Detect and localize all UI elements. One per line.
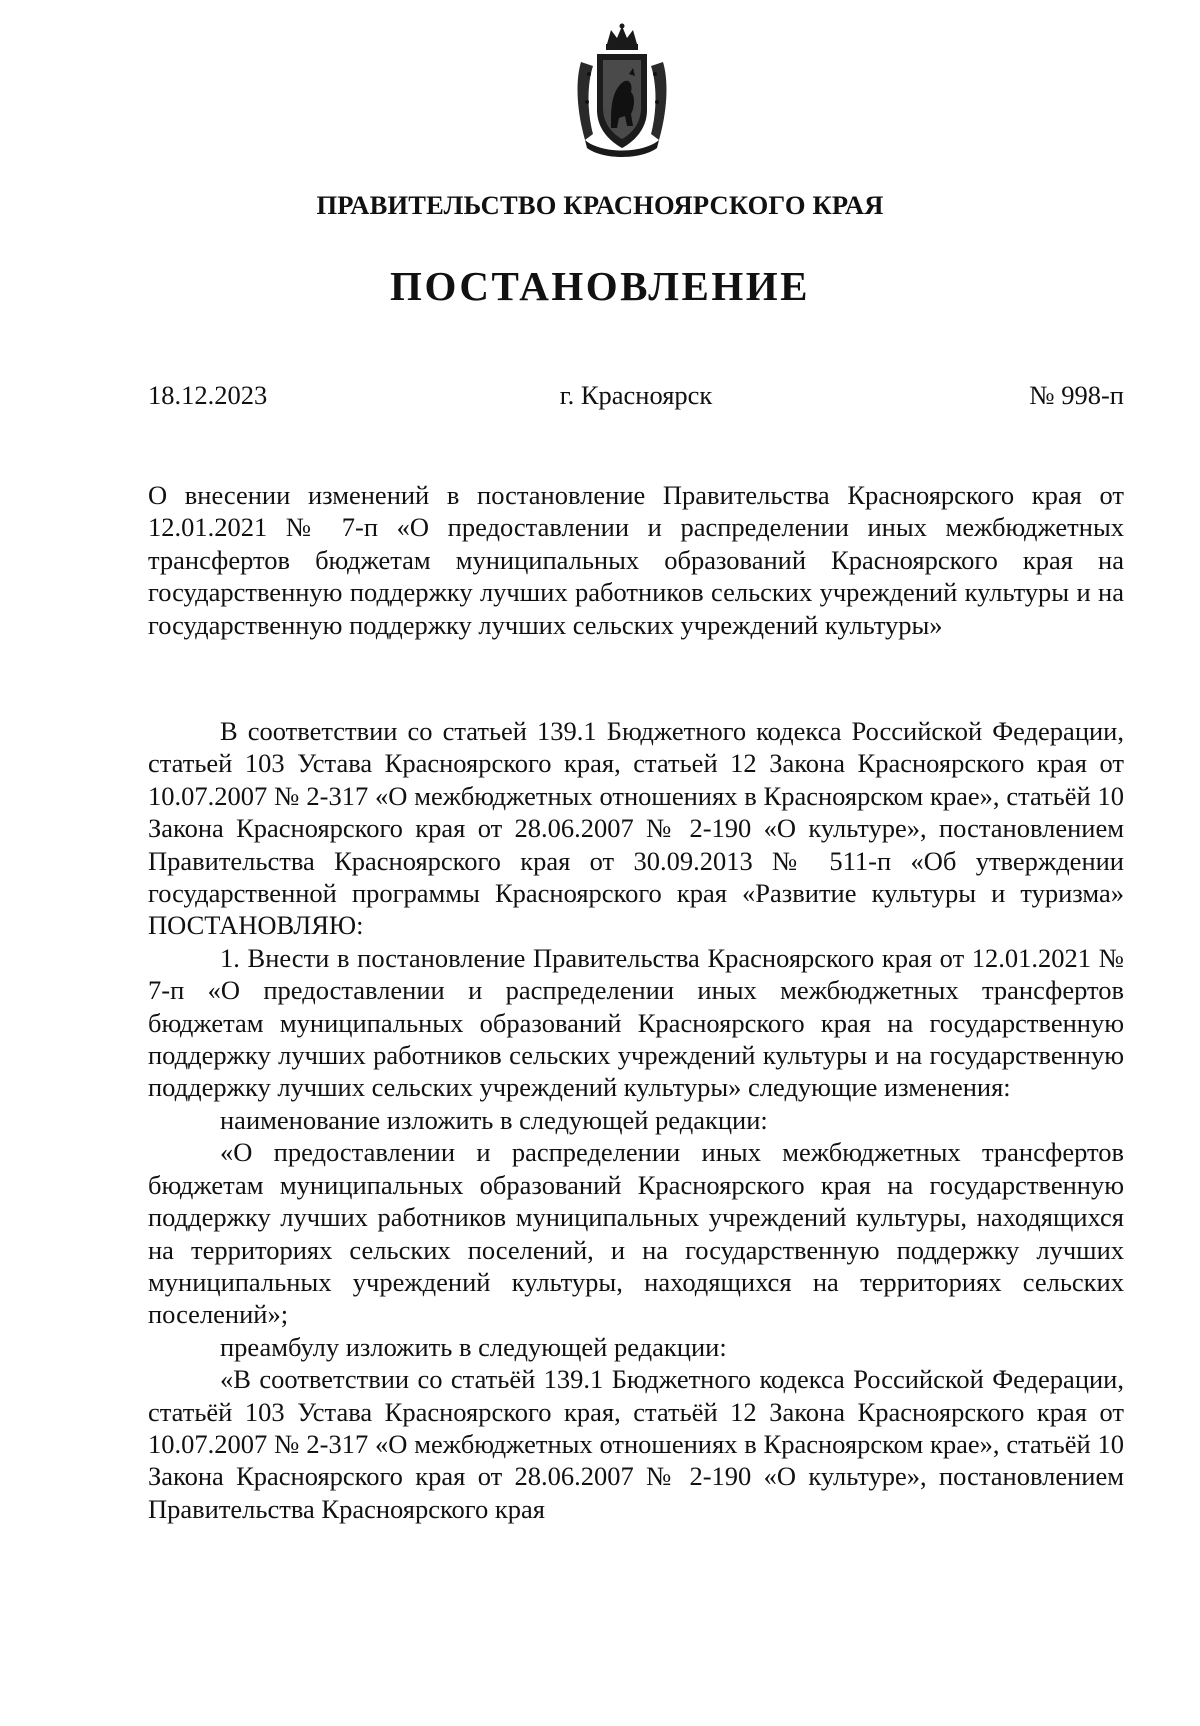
preamble-paragraph: В соответствии со статьей 139.1 Бюджетного кодекса Российской Федерации, статьей 103 Устава Красноярского края, статьей 12 Закона Красноярского края от 10.07.2007 № 2-317 «О межбюджетных отношениях в Красноярском крае», статьёй 10 Закона Красноярского края от 28.06.2007 № 2-190 «О культуре», постановлением Правительства Красноярского края от 30.09.2013 № 511-п «Об утверждении государственной программы Красноярского края «Развитие культуры и туризма» ПОСТАНОВЛЯЮ:	[148, 716, 1124, 941]
document-meta-row	[148, 380, 1124, 416]
preamble-change-intro: преамбулу изложить в следующей редакции:	[220, 1331, 727, 1362]
document-subject: О внесении изменений в постановление Правительства Красноярского края от 12.01.2021 № 7-п «О предоставлении и распределении иных межбюджетных трансфертов бюджетам муниципальных образований Красноярского края на государственную поддержку лучших работников сельских учреждений культуры и на государственную поддержку лучших сельских учреждений культуры»	[148, 480, 1124, 640]
title-change-intro: наименование изложить в следующей редакции:	[220, 1104, 768, 1135]
new-title-text: «О предоставлении и распределении иных межбюджетных трансфертов бюджетам муниципальных образований Красноярского края на государственную поддержку лучших работников муниципальных учреждений культуры, находящихся на территориях сельских поселений, и на государственную поддержку лучших муниципальных учреждений культуры, находящихся на территориях сельских поселений»;	[148, 1137, 1124, 1330]
document-body	[148, 715, 1124, 1525]
document-type-title: ПОСТАНОВЛЕНИЕ	[390, 263, 810, 309]
document-city: г. Красноярск	[559, 380, 713, 410]
coat-of-arms-emblem	[571, 22, 673, 162]
clause-1-paragraph: 1. Внести в постановление Правительства Красноярского края от 12.01.2021 № 7-п «О предоставлении и распределении иных межбюджетных трансфертов бюджетам муниципальных образований Красноярского края на государственную поддержку лучших работников сельских учреждений культуры и на государственную поддержку лучших сельских учреждений культуры» следующие изменения:	[148, 942, 1124, 1103]
organization-name: ПРАВИТЕЛЬСТВО КРАСНОЯРСКОГО КРАЯ	[316, 190, 884, 220]
document-date: 18.12.2023	[148, 380, 268, 410]
document-number: № 998-п	[1029, 380, 1124, 410]
new-preamble-text: «В соответствии со статьёй 139.1 Бюджетного кодекса Российской Федерации, статьёй 103 Устава Красноярского края, статьёй 12 Закона Красноярского края от 10.07.2007 № 2-317 «О межбюджетных отношениях в Красноярском крае», статьёй 10 Закона Красноярского края от 28.06.2007 № 2-190 «О культуре», постановлением Правительства Красноярского края	[148, 1364, 1124, 1524]
